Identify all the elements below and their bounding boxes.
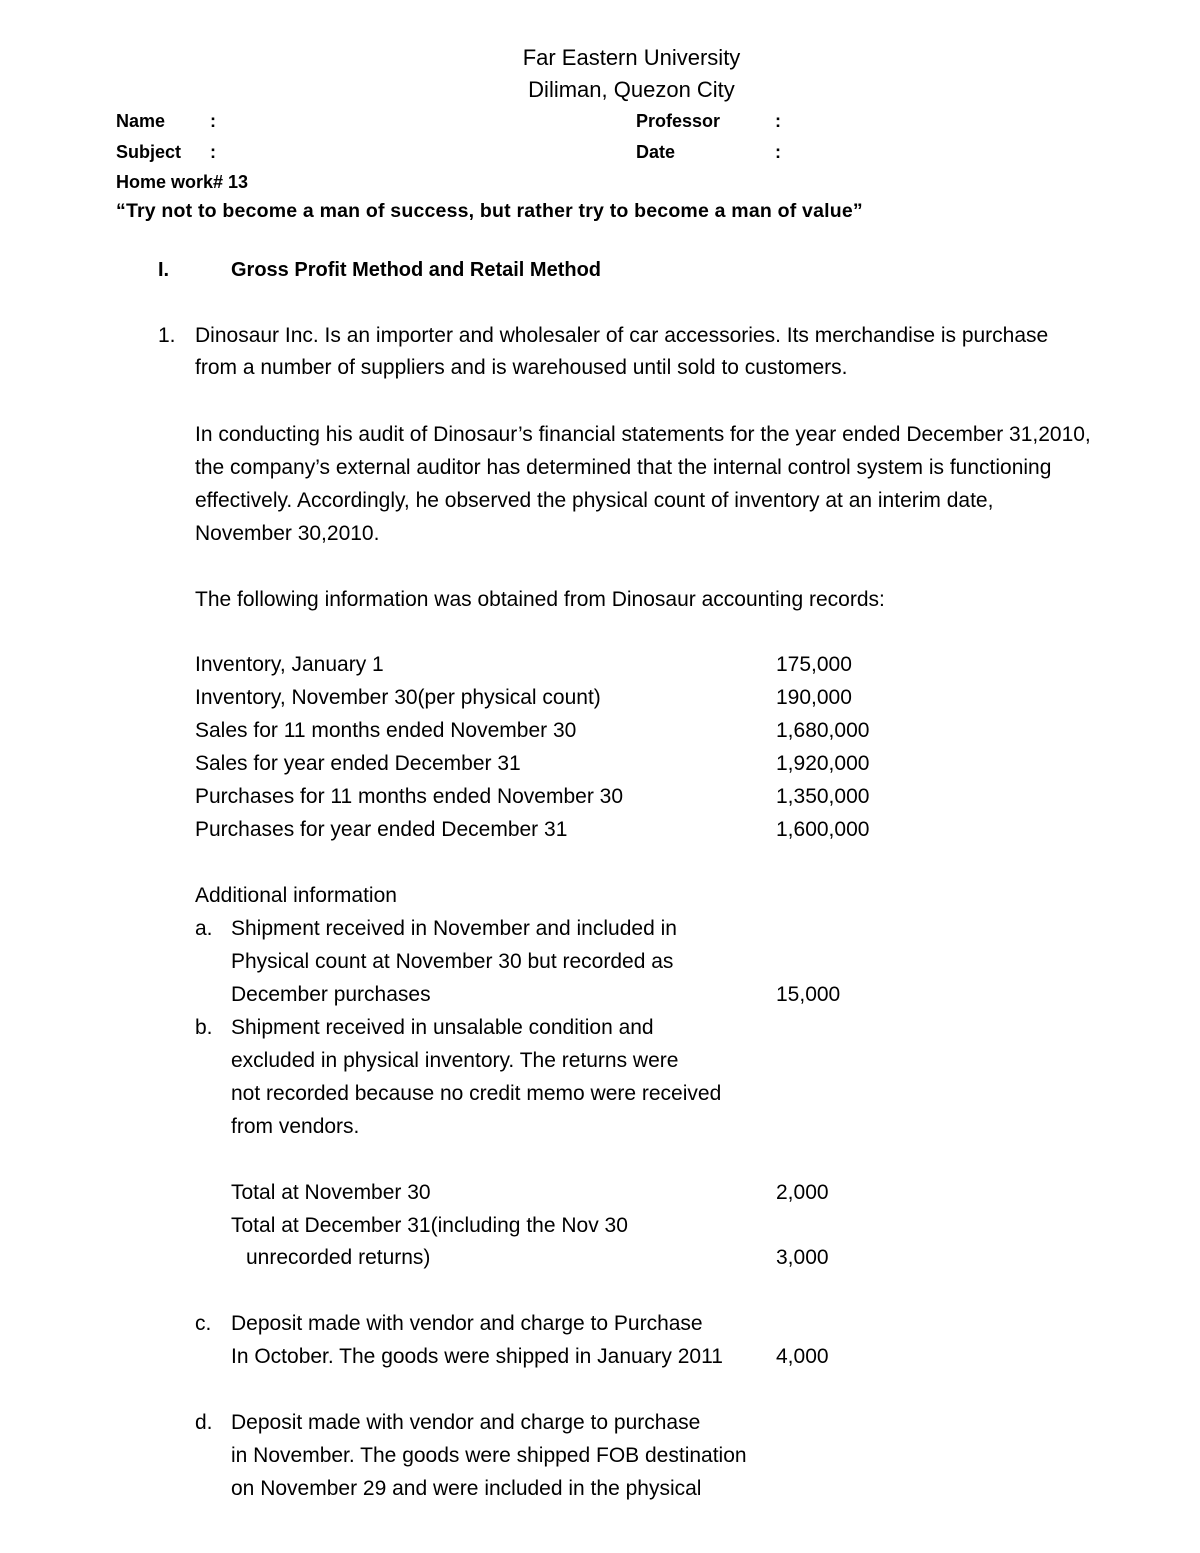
- total-value: 2,000: [776, 1181, 829, 1204]
- name-colon: :: [210, 111, 216, 131]
- date-label: Date: [636, 142, 676, 162]
- record-label: Purchases for year ended December 31: [195, 818, 568, 841]
- homework-number: Home work# 13: [116, 172, 249, 192]
- paragraph-line: effectively. Accordingly, he observed the physical count of inventory at an interim date,: [195, 489, 994, 512]
- item-line: Shipment received in November and included in: [231, 917, 677, 940]
- university-location: Diliman, Quezon City: [528, 77, 735, 102]
- item-line: Deposit made with vendor and charge to Purchase: [231, 1312, 703, 1335]
- item-letter: a.: [195, 917, 213, 940]
- professor-label: Professor: [636, 111, 721, 131]
- total-value: 3,000: [776, 1246, 829, 1269]
- item-line: In October. The goods were shipped in January 2011: [231, 1345, 723, 1368]
- item-line: excluded in physical inventory. The returns were: [231, 1049, 679, 1072]
- item-line: Shipment received in unsalable condition and: [231, 1016, 654, 1039]
- record-value: 190,000: [776, 686, 852, 709]
- total-label: Total at November 30: [231, 1181, 431, 1204]
- item-line: in November. The goods were shipped FOB destination: [231, 1444, 747, 1467]
- section-numeral: I.: [158, 259, 170, 281]
- university-title: Far Eastern University: [522, 45, 741, 70]
- item-value: 15,000: [776, 983, 841, 1006]
- item-line: from vendors.: [231, 1115, 360, 1138]
- record-label: Inventory, January 1: [195, 653, 384, 676]
- item-line: not recorded because no credit memo were received: [231, 1082, 722, 1105]
- record-label: Inventory, November 30(per physical count): [195, 686, 601, 709]
- subject-colon: :: [210, 142, 216, 162]
- total-label: Total at December 31(including the Nov 30: [231, 1214, 628, 1237]
- item-line: on November 29 and were included in the physical: [231, 1477, 702, 1500]
- record-label: Purchases for 11 months ended November 30: [195, 785, 624, 808]
- record-value: 1,350,000: [776, 785, 870, 808]
- problem-number: 1.: [158, 324, 176, 347]
- record-value: 175,000: [776, 653, 852, 676]
- date-colon: :: [775, 142, 781, 162]
- record-value: 1,600,000: [776, 818, 870, 841]
- record-label: Sales for 11 months ended November 30: [195, 719, 577, 742]
- item-letter: b.: [195, 1016, 213, 1039]
- name-label: Name: [116, 111, 166, 131]
- additional-info-title: Additional information: [195, 884, 397, 907]
- item-letter: c.: [195, 1312, 212, 1335]
- paragraph-line: the company’s external auditor has determined that the internal control system is functioning: [195, 456, 1052, 479]
- record-value: 1,920,000: [776, 752, 870, 775]
- item-line: Deposit made with vendor and charge to purchase: [231, 1411, 701, 1434]
- paragraph-line: from a number of suppliers and is warehoused until sold to customers.: [195, 356, 848, 379]
- record-label: Sales for year ended December 31: [195, 752, 521, 775]
- record-value: 1,680,000: [776, 719, 870, 742]
- item-letter: d.: [195, 1411, 213, 1434]
- paragraph-line: The following information was obtained from Dinosaur accounting records:: [195, 588, 885, 611]
- total-label: unrecorded returns): [246, 1246, 431, 1269]
- motivational-quote: “Try not to become a man of success, but rather try to become a man of value”: [116, 200, 863, 222]
- paragraph-line: November 30,2010.: [195, 522, 380, 545]
- subject-label: Subject: [116, 142, 182, 162]
- item-line: Physical count at November 30 but recorded as: [231, 950, 674, 973]
- paragraph-line: Dinosaur Inc. Is an importer and wholesaler of car accessories. Its merchandise is purchase: [195, 324, 1049, 347]
- section-title: Gross Profit Method and Retail Method: [231, 259, 602, 281]
- professor-colon: :: [775, 111, 781, 131]
- item-line: December purchases: [231, 983, 431, 1006]
- item-value: 4,000: [776, 1345, 829, 1368]
- paragraph-line: In conducting his audit of Dinosaur’s financial statements for the year ended December 31,2010,: [195, 423, 1091, 446]
